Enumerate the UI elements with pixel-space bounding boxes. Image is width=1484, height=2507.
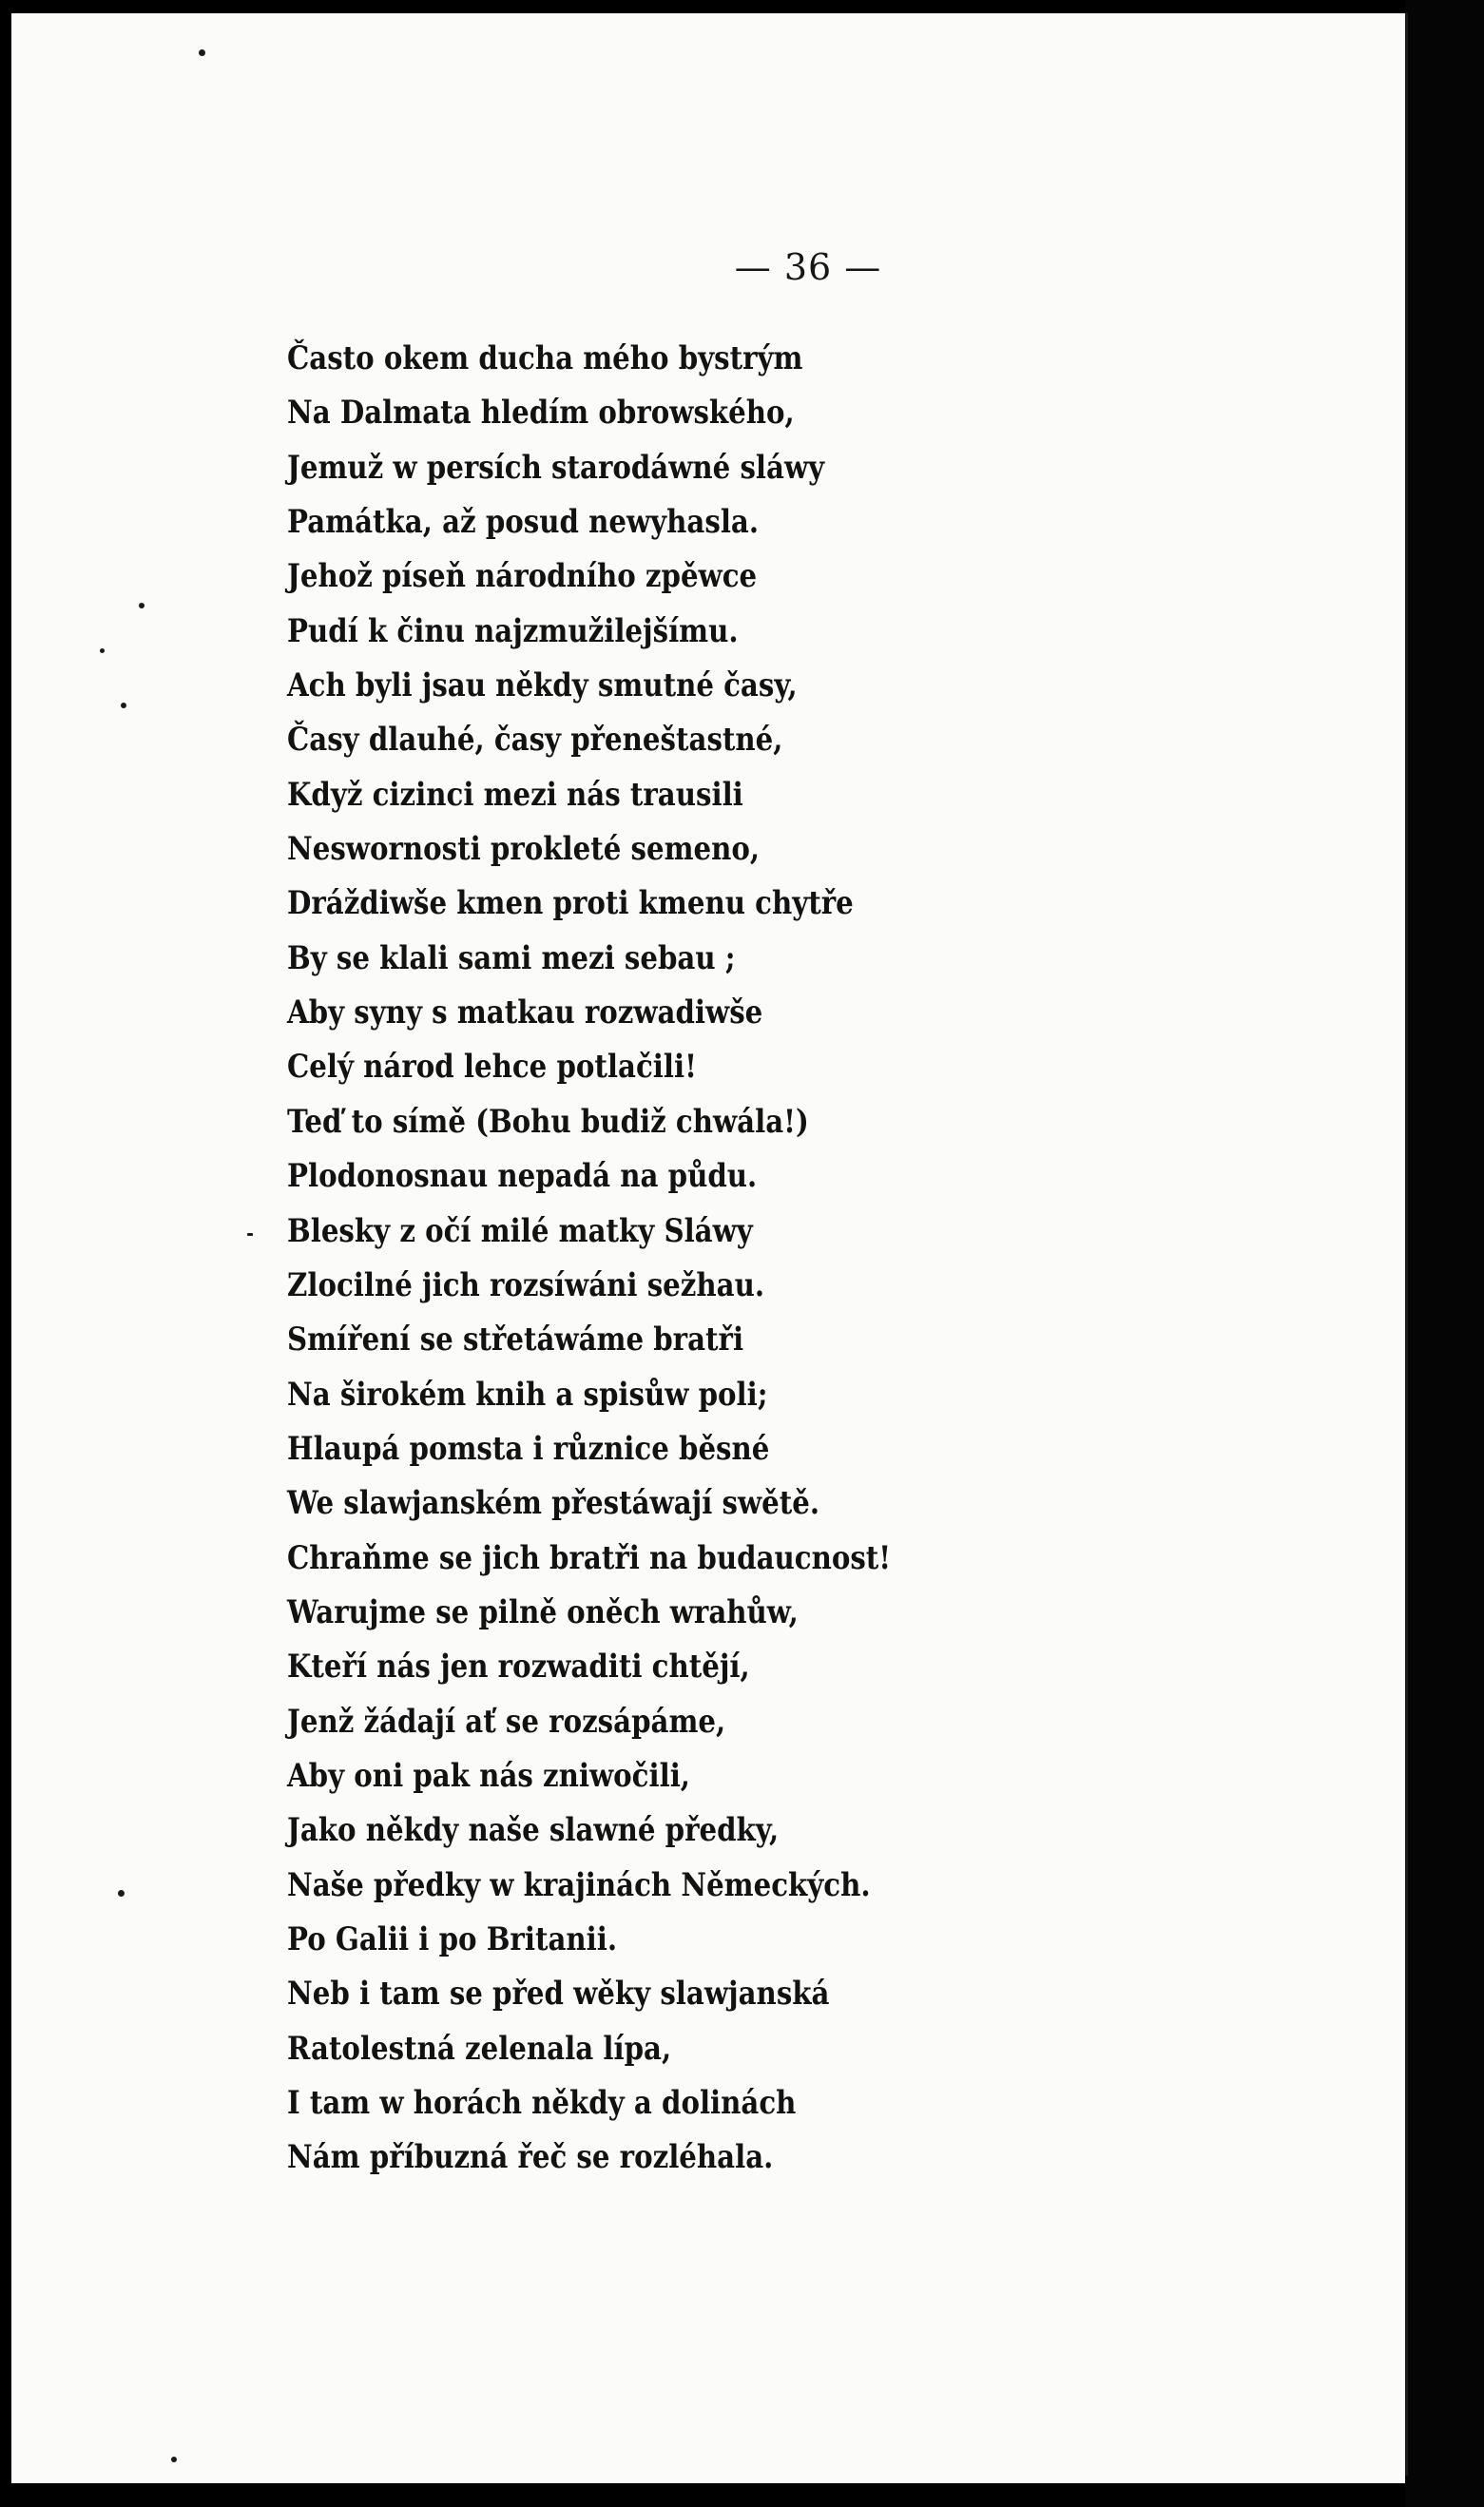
poem-line: We slawjanském přestáwají swětě. [287, 1484, 820, 1523]
poem-line: Blesky z očí milé matky Sláwy [287, 1211, 753, 1250]
poem-line: Warujme se pilně oněch wrahůw, [287, 1592, 799, 1631]
scan-speck [171, 2457, 177, 2462]
scan-speck [199, 49, 205, 56]
poem-line: Nám příbuzná řeč se rozléhala. [287, 2138, 774, 2177]
poem-line: Dráždiwše kmen proti kmenu chytře [287, 884, 854, 923]
poem-line: Po Galii i po Britanii. [287, 1919, 618, 1958]
scan-speck [121, 703, 126, 708]
poem-line: Ratolestná zelenala lípa, [287, 2029, 672, 2068]
scan-speck [118, 1890, 125, 1897]
poem-line: Na Dalmata hledím obrowského, [287, 394, 795, 433]
poem-line: Neswornosti prokleté semeno, [287, 830, 761, 869]
poem-line: Často okem ducha mého bystrým [287, 339, 803, 377]
poem-line: Památka, až posud newyhasla. [287, 503, 760, 542]
scan-border [1405, 0, 1484, 2507]
poem-line: Kteří nás jen rozwaditi chtějí, [287, 1648, 750, 1687]
poem-line: I tam w horách někdy a dolinách [287, 2084, 797, 2122]
poem-line: Jenž žádají ať se rozsápáme, [287, 1702, 726, 1741]
poem-line: Teď to símě (Bohu budiž chwála!) [287, 1102, 809, 1141]
poem-line: Neb i tam se před wěky slawjanská [287, 1975, 830, 2014]
poem-line: Jehož píseň národního zpěwce [287, 557, 758, 596]
poem-line: Jemuž w persích starodáwné sláwy [287, 448, 825, 487]
poem-line: Na širokém knih a spisůw poli; [287, 1375, 768, 1414]
page-edge [1405, 13, 1408, 2476]
poem-line: Hlaupá pomsta i různice běsné [287, 1429, 770, 1468]
poem-line: Naše předky w krajinách Německých. [287, 1865, 871, 1904]
poem-line: Aby oni pak nás zniwočili, [287, 1756, 690, 1795]
scan-speck [100, 648, 105, 653]
poem-line: Plodonosnau nepadá na půdu. [287, 1157, 758, 1196]
scan-speck [139, 603, 145, 608]
poem-line: Chraňme se jich bratři na budaucnost! [287, 1538, 892, 1577]
poem-line: Zlocilné jich rozsíwáni sežhau. [287, 1265, 765, 1304]
poem-line: Časy dlauhé, časy přeneštastné, [287, 721, 783, 760]
poem-line: Když cizinci mezi nás trausili [287, 775, 743, 814]
poem-text [287, 332, 1333, 2186]
poem-line: Ach byli jsau někdy smutné časy, [287, 666, 798, 705]
poem-line: Pudí k činu najzmužilejšímu. [287, 611, 739, 650]
poem-line: Aby syny s matkau rozwadiwše [287, 993, 763, 1032]
poem-line: Celý národ lehce potlačili! [287, 1048, 697, 1087]
poem-line: Jako někdy naše slawné předky, [287, 1811, 780, 1850]
book-page [11, 13, 1405, 2483]
page-number: — 36 — [734, 246, 882, 288]
scan-speck [247, 1233, 253, 1236]
poem-line: By se klali sami mezi sebau ; [287, 938, 736, 977]
poem-line: Smíření se střetáwáme bratři [287, 1321, 744, 1360]
